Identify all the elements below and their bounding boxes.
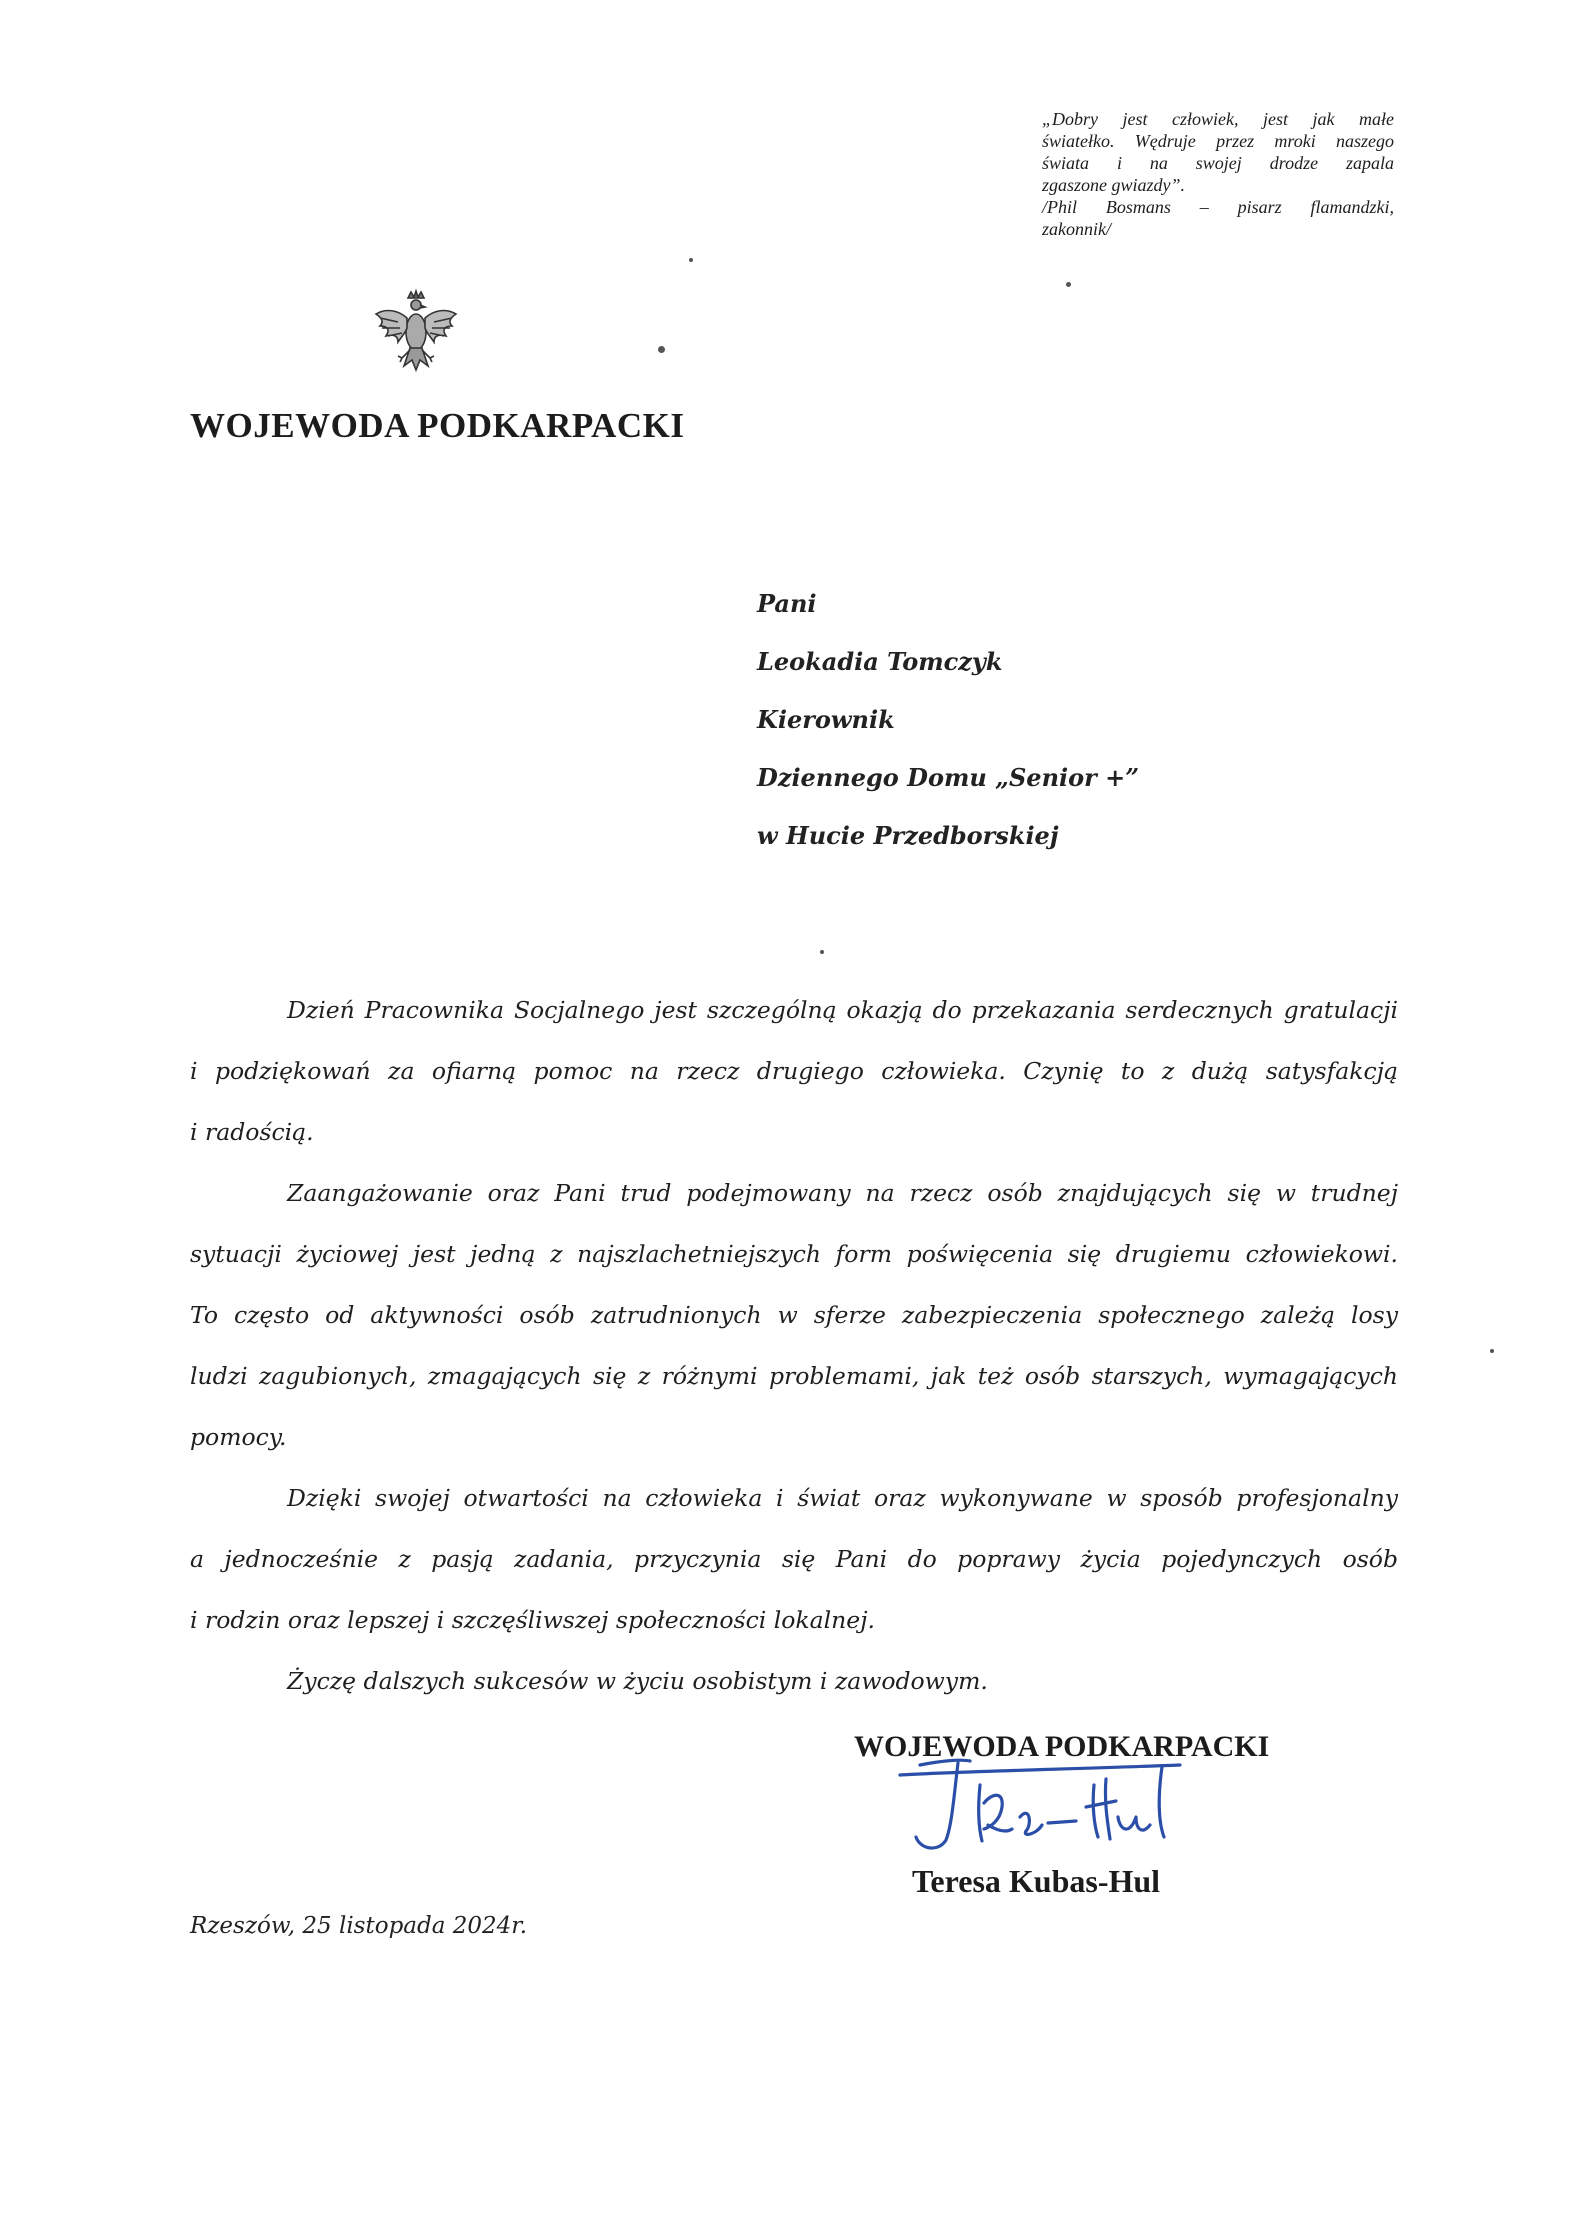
scan-speck <box>689 258 693 262</box>
body-line: Dzięki swojej otwartości na człowieka i świat oraz wykonywane w sposób profesjonalny <box>287 1484 1398 1512</box>
place-and-date: Rzeszów, 25 listopada 2024r. <box>190 1913 528 1939</box>
scan-speck <box>1490 1349 1494 1353</box>
body-line: pomocy. <box>190 1423 287 1451</box>
issuer-title: WOJEWODA PODKARPACKI <box>190 406 685 445</box>
scan-speck <box>1066 282 1071 287</box>
epigraph-line: /Phil Bosmans – pisarz flamandzki, <box>1042 197 1394 217</box>
body-line: i rodzin oraz lepszej i szczęśliwszej społeczności lokalnej. <box>190 1606 875 1634</box>
body-line: i podziękowań za ofiarną pomoc na rzecz drugiego człowieka. Czynię to z dużą satysfakcją <box>190 1057 1398 1085</box>
epigraph-line: zakonnik/ <box>1042 219 1111 239</box>
body-line: i radością. <box>190 1118 314 1146</box>
epigraph-line: świata i na swojej drodze zapala <box>1042 153 1394 173</box>
body-line: sytuacji życiowej jest jedną z najszlachetniejszych form poświęcenia się drugiemu człowiekowi. <box>190 1240 1398 1268</box>
epigraph-line: światełko. Wędruje przez mroki naszego <box>1042 131 1394 151</box>
epigraph-quote <box>1042 108 1394 240</box>
recipient-position: Kierownik <box>757 705 895 734</box>
body-line: a jednocześnie z pasją zadania, przyczynia się Pani do poprawy życia pojedynczych osób <box>190 1545 1398 1573</box>
recipient-name: Leokadia Tomczyk <box>757 647 1003 676</box>
body-line: ludzi zagubionych, zmagających się z różnymi problemami, jak też osób starszych, wymagających <box>190 1362 1398 1390</box>
polish-eagle-emblem-icon <box>368 288 464 384</box>
body-line: Życzę dalszych sukcesów w życiu osobistym i zawodowym. <box>287 1667 988 1695</box>
signatory-name: Teresa Kubas-Hul <box>912 1863 1161 1899</box>
recipient-salutation: Pani <box>757 589 817 618</box>
scan-speck <box>658 346 665 353</box>
body-line: To często od aktywności osób zatrudnionych w sferze zabezpieczenia społecznego zależą losy <box>190 1301 1398 1329</box>
body-line: Zaangażowanie oraz Pani trud podejmowany na rzecz osób znajdujących się w trudnej <box>287 1179 1398 1207</box>
recipient-institution: Dziennego Domu „Senior +” <box>757 763 1140 792</box>
letter-body <box>190 980 1398 1712</box>
body-line: Dzień Pracownika Socjalnego jest szczególną okazją do przekazania serdecznych gratulacji <box>287 996 1398 1024</box>
signature-title: WOJEWODA PODKARPACKI <box>854 1730 1270 1763</box>
epigraph-line: „Dobry jest człowiek, jest jak małe <box>1042 109 1394 129</box>
epigraph-line: zgaszone gwiazdy”. <box>1042 175 1186 195</box>
recipient-location: w Hucie Przedborskiej <box>757 821 1059 850</box>
recipient-address <box>757 575 1139 865</box>
scan-speck <box>820 950 824 954</box>
handwritten-signature <box>880 1745 1210 1870</box>
